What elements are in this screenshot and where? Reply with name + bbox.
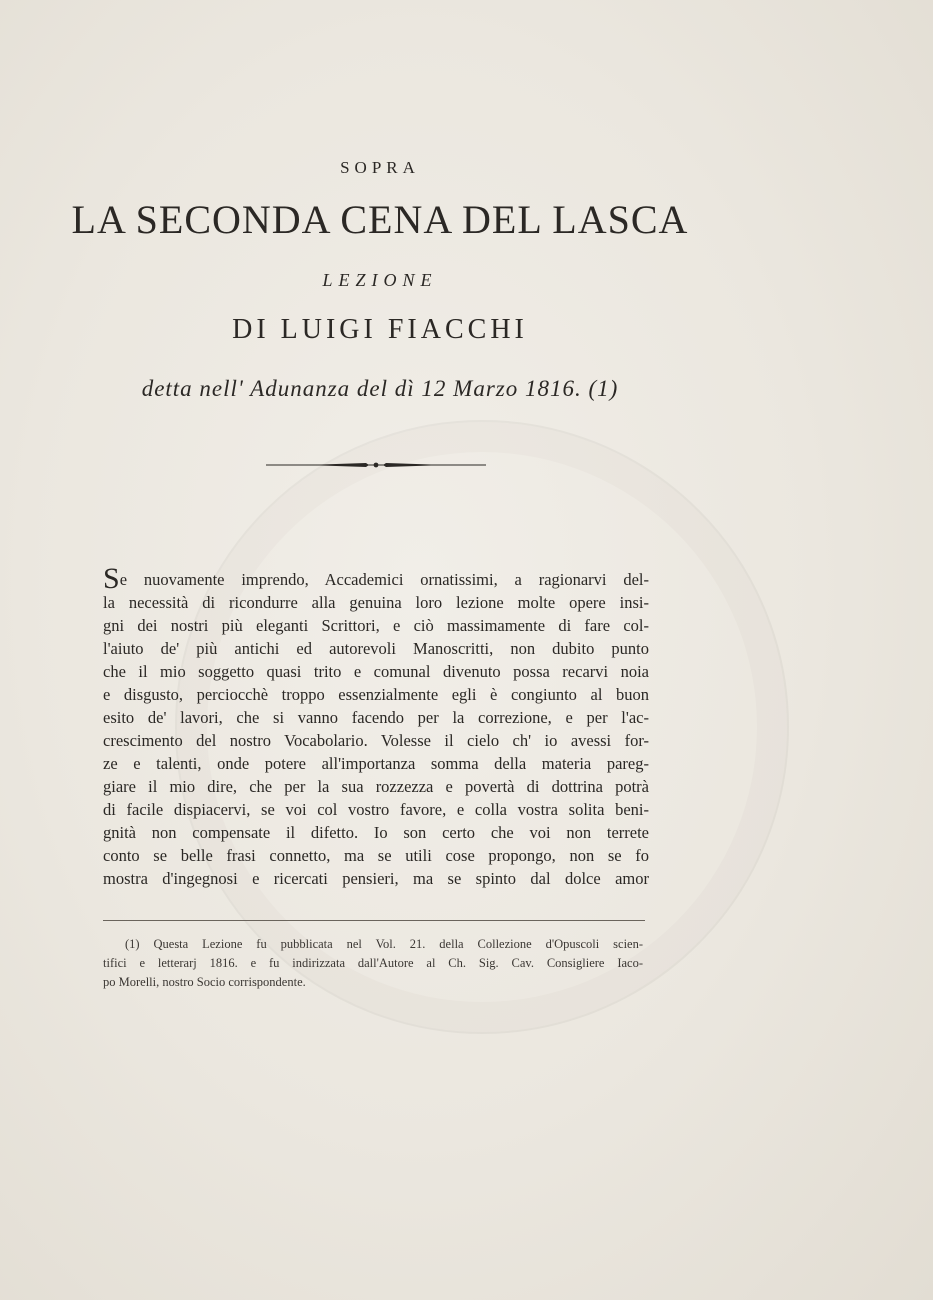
footnote-line: po Morelli, nostro Socio corrispondente.	[103, 975, 306, 989]
footnote-line: tifici e letterarj 1816. e fu indirizzata dall'Autore al Ch. Sig. Cav. Consigliere Iaco-	[103, 956, 643, 970]
body-line: mostra d'ingegnosi e ricercati pensieri, ma se spinto dal dolce amor	[103, 869, 649, 888]
body-line: gni dei nostri più eleganti Scrittori, e ciò massimamente di fare col-	[103, 616, 649, 635]
body-line: ze e talenti, onde potere all'importanza somma della materia pareg-	[103, 754, 649, 773]
body-line: di facile dispiacervi, se voi col vostro favore, e colla vostra solita beni-	[103, 800, 649, 819]
body-line: la necessità di ricondurre alla genuina loro lezione molte opere insi-	[103, 593, 649, 612]
body-line: gnità non compensate il difetto. Io son certo che voi non terrete	[103, 823, 649, 842]
body-line: Se nuovamente imprendo, Accademici ornatissimi, a ragionarvi del-	[103, 568, 649, 591]
body-line: che il mio soggetto quasi trito e comunal divenuto possa recarvi noia	[103, 662, 649, 681]
body-line: l'aiuto de' più antichi ed autorevoli Manoscritti, non dubito punto	[103, 639, 649, 658]
page-title: LA SECONDA CENA DEL LASCA	[71, 197, 689, 242]
title-kicker: SOPRA	[340, 158, 420, 177]
drop-cap: S	[103, 568, 120, 591]
body-text	[103, 568, 649, 890]
body-line: esito de' lavori, che si vanno facendo per la correzione, e per l'ac-	[103, 708, 649, 727]
ornamental-divider	[266, 458, 486, 472]
subtitle: LEZIONE	[322, 270, 438, 290]
footnote	[103, 935, 643, 992]
body-line: crescimento del nostro Vocabolario. Volesse il cielo ch' io avessi for-	[103, 731, 649, 750]
author-line: DI LUIGI FIACCHI	[232, 314, 528, 345]
date-line: detta nell' Adunanza del dì 12 Marzo 1816. (1)	[141, 376, 619, 401]
body-line: giare il mio dire, che per la sua rozzezza e povertà di dottrina potrà	[103, 777, 649, 796]
body-line: conto se belle frasi connetto, ma se utili cose propongo, non se fo	[103, 846, 649, 865]
footnote-rule	[103, 920, 645, 921]
footnote-line: (1) Questa Lezione fu pubblicata nel Vol. 21. della Collezione d'Opuscoli scien-	[125, 937, 643, 951]
body-line: e disgusto, perciocchè troppo essenzialmente egli è congiunto al buon	[103, 685, 649, 704]
